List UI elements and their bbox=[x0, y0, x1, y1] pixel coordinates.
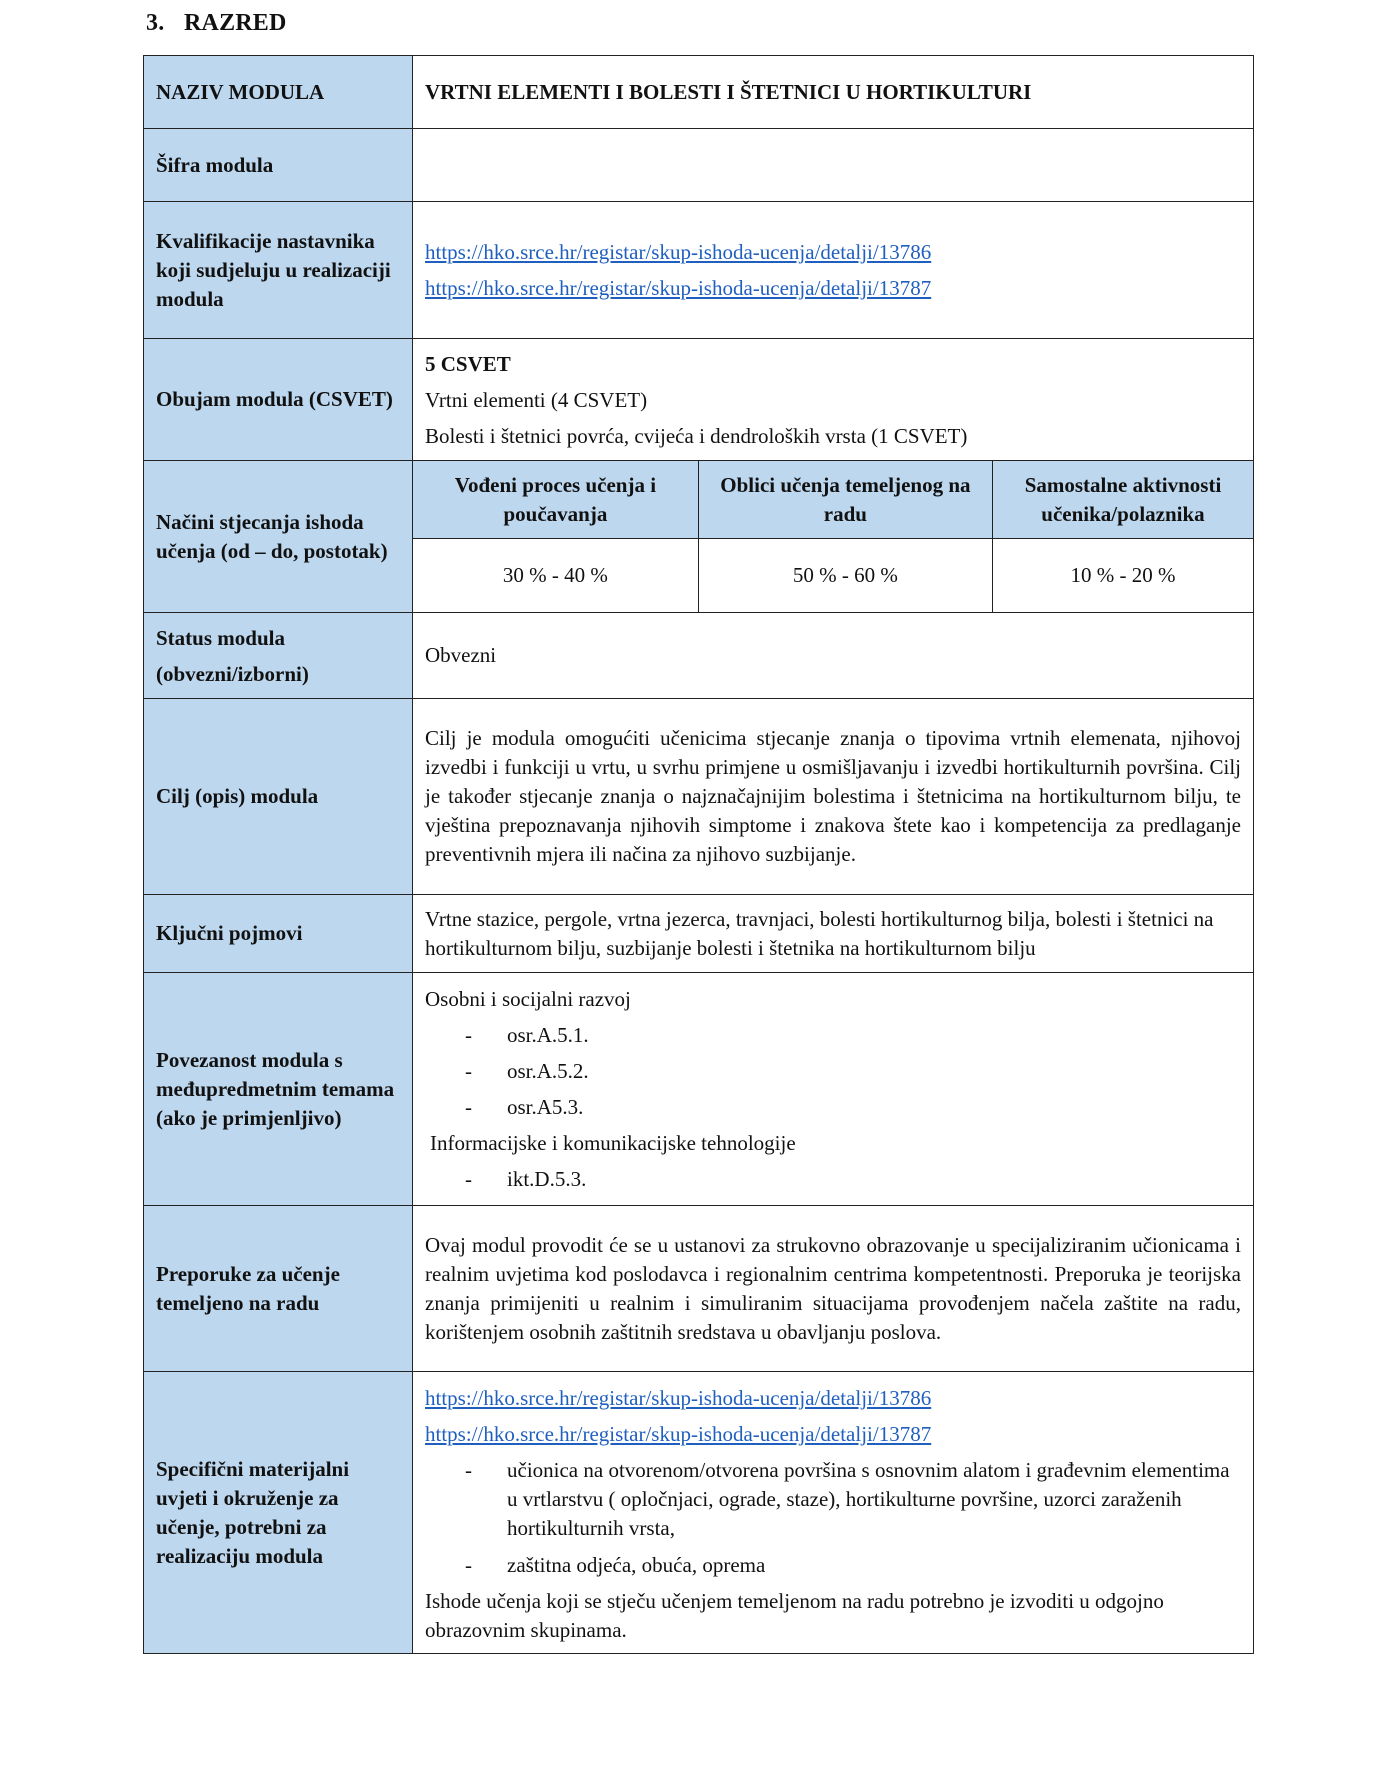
label-cilj: Cilj (opis) modula bbox=[144, 699, 413, 895]
dash-bullet-icon: - bbox=[465, 1458, 472, 1482]
condition-item bbox=[425, 1547, 1241, 1583]
row-povezanost bbox=[144, 973, 1254, 1206]
row-naziv bbox=[144, 56, 1254, 129]
value-sifra bbox=[413, 129, 1254, 202]
label-status-text: Status modula (obvezni/izborni) bbox=[156, 625, 309, 686]
section-heading bbox=[146, 10, 287, 37]
row-status bbox=[144, 613, 1254, 699]
obujam-total: 5 CSVET bbox=[425, 351, 511, 376]
value-preporuke: Ovaj modul provodit će se u ustanovi za strukovno obrazovanje u specijaliziranim učionicama i realnim uvjetima kod poslodavca i regionalnim centrima kompetentnosti. Preporuka je teorijska znanja primijeniti u realnim i simuliranim situacijama provođenjem načela zaštite na radu, korištenjem osobnih zaštitnih sredstava u obavljanju poslova. bbox=[413, 1206, 1254, 1372]
conditions-link-2[interactable]: https://hko.srce.hr/registar/skup-ishoda-ucenja/detalji/13787 bbox=[425, 1422, 932, 1446]
section-number: 3. bbox=[146, 10, 165, 36]
row-cilj bbox=[144, 699, 1254, 895]
value-cilj: Cilj je modula omogućiti učenicima stjecanje znanja o tipovima vrtnih elemenata, njihovoj izvedbi i funkciji u vrtu, u svrhu primjene u osmišljavanju i izvedbi hortikulturnih površina. Cilj je također stjecanje znanja o najznačajnijim bolestima i štetnicima na hortikulturnom bilju, te vještina prepoznavanja njihovih simptome i znakova štete kao i kompetencija za predlaganje preventivnih mjera ili načina za njihovo suzbijanje. bbox=[413, 699, 1254, 895]
section-title: RAZRED bbox=[184, 10, 287, 36]
label-obujam: Obujam modula (CSVET) bbox=[144, 339, 413, 461]
dash-bullet-icon: - bbox=[465, 1095, 472, 1119]
row-nacini bbox=[144, 461, 1254, 613]
condition-item-text: zaštitna odjeća, obuća, oprema bbox=[507, 1553, 766, 1577]
label-uvjeti: Specifični materijalni uvjeti i okruženje za učenje, potrebni za realizaciju modula bbox=[144, 1372, 413, 1654]
nacini-value-1: 30 % - 40 % bbox=[413, 539, 698, 613]
label-kvalifikacije: Kvalifikacije nastavnika koji sudjeluju u realizaciji modula bbox=[144, 202, 413, 339]
value-status: Obvezni bbox=[413, 613, 1254, 699]
conditions-note: Ishode učenja koji se stječu učenjem temeljenom na radu potrebno je izvoditi u odgojno obrazovnim skupinama. bbox=[425, 1589, 1164, 1642]
topic-item bbox=[425, 1161, 1241, 1197]
module-table bbox=[143, 55, 1254, 1654]
topic-item bbox=[425, 1053, 1241, 1089]
value-kvalifikacije bbox=[413, 202, 1254, 339]
value-naziv: VRTNI ELEMENTI I BOLESTI I ŠTETNICI U HORTIKULTURI bbox=[413, 56, 1254, 129]
row-kvalifikacije bbox=[144, 202, 1254, 339]
dash-bullet-icon: - bbox=[465, 1553, 472, 1577]
condition-item bbox=[425, 1452, 1241, 1547]
topic-item-text: osr.A5.3. bbox=[507, 1095, 584, 1119]
value-uvjeti bbox=[413, 1372, 1254, 1654]
row-uvjeti bbox=[144, 1372, 1254, 1654]
nacini-header-2: Oblici učenja temeljenog na radu bbox=[698, 461, 992, 539]
condition-item-text: učionica na otvorenom/otvorena površina s osnovnim alatom i građevnim elementima u vrtlarstvu ( opločnjaci, ograde, staze), hortikulturne površine, uzorci zaraženih hortikulturnih vrsta, bbox=[507, 1458, 1230, 1540]
label-sifra: Šifra modula bbox=[144, 129, 413, 202]
topic-item-text: osr.A.5.1. bbox=[507, 1023, 589, 1047]
value-obujam bbox=[413, 339, 1254, 461]
value-nacini bbox=[413, 461, 1254, 613]
value-pojmovi: Vrtne stazice, pergole, vrtna jezerca, travnjaci, bolesti hortikulturnog bilja, bolesti i štetnici na hortikulturnom bilju, suzbijanje bolesti i štetnika na hortikulturnom bilju bbox=[413, 895, 1254, 973]
label-pojmovi: Ključni pojmovi bbox=[144, 895, 413, 973]
row-obujam bbox=[144, 339, 1254, 461]
obujam-part-2: Bolesti i štetnici povrća, cvijeća i dendroloških vrsta (1 CSVET) bbox=[425, 423, 968, 448]
dash-bullet-icon: - bbox=[465, 1023, 472, 1047]
topic-item-text: ikt.D.5.3. bbox=[507, 1167, 587, 1191]
value-povezanost bbox=[413, 973, 1254, 1206]
row-pojmovi bbox=[144, 895, 1254, 973]
conditions-link-1[interactable]: https://hko.srce.hr/registar/skup-ishoda-ucenja/detalji/13786 bbox=[425, 1386, 932, 1410]
nacini-header-1: Vođeni proces učenja i poučavanja bbox=[413, 461, 698, 539]
topic-item bbox=[425, 1017, 1241, 1053]
row-preporuke bbox=[144, 1206, 1254, 1372]
label-povezanost: Povezanost modula s međupredmetnim temama (ako je primjenljivo) bbox=[144, 973, 413, 1206]
topic-item bbox=[425, 1089, 1241, 1125]
qualification-link-1[interactable]: https://hko.srce.hr/registar/skup-ishoda-ucenja/detalji/13786 bbox=[425, 240, 932, 264]
obujam-part-1: Vrtni elementi (4 CSVET) bbox=[425, 387, 648, 412]
nacini-value-2: 50 % - 60 % bbox=[698, 539, 992, 613]
label-status bbox=[144, 613, 413, 699]
topic-group-2-title: Informacijske i komunikacijske tehnologije bbox=[430, 1131, 796, 1155]
label-nacini: Načini stjecanja ishoda učenja (od – do, postotak) bbox=[144, 461, 413, 613]
label-preporuke: Preporuke za učenje temeljeno na radu bbox=[144, 1206, 413, 1372]
row-sifra bbox=[144, 129, 1254, 202]
qualification-link-2[interactable]: https://hko.srce.hr/registar/skup-ishoda-ucenja/detalji/13787 bbox=[425, 276, 932, 300]
dash-bullet-icon: - bbox=[465, 1059, 472, 1083]
nacini-table bbox=[413, 461, 1253, 612]
topic-group-1-title: Osobni i socijalni razvoj bbox=[425, 987, 631, 1011]
nacini-header-3: Samostalne aktivnosti učenika/polaznika bbox=[992, 461, 1253, 539]
nacini-value-3: 10 % - 20 % bbox=[992, 539, 1253, 613]
topic-item-text: osr.A.5.2. bbox=[507, 1059, 589, 1083]
dash-bullet-icon: - bbox=[465, 1167, 472, 1191]
label-naziv: NAZIV MODULA bbox=[144, 56, 413, 129]
